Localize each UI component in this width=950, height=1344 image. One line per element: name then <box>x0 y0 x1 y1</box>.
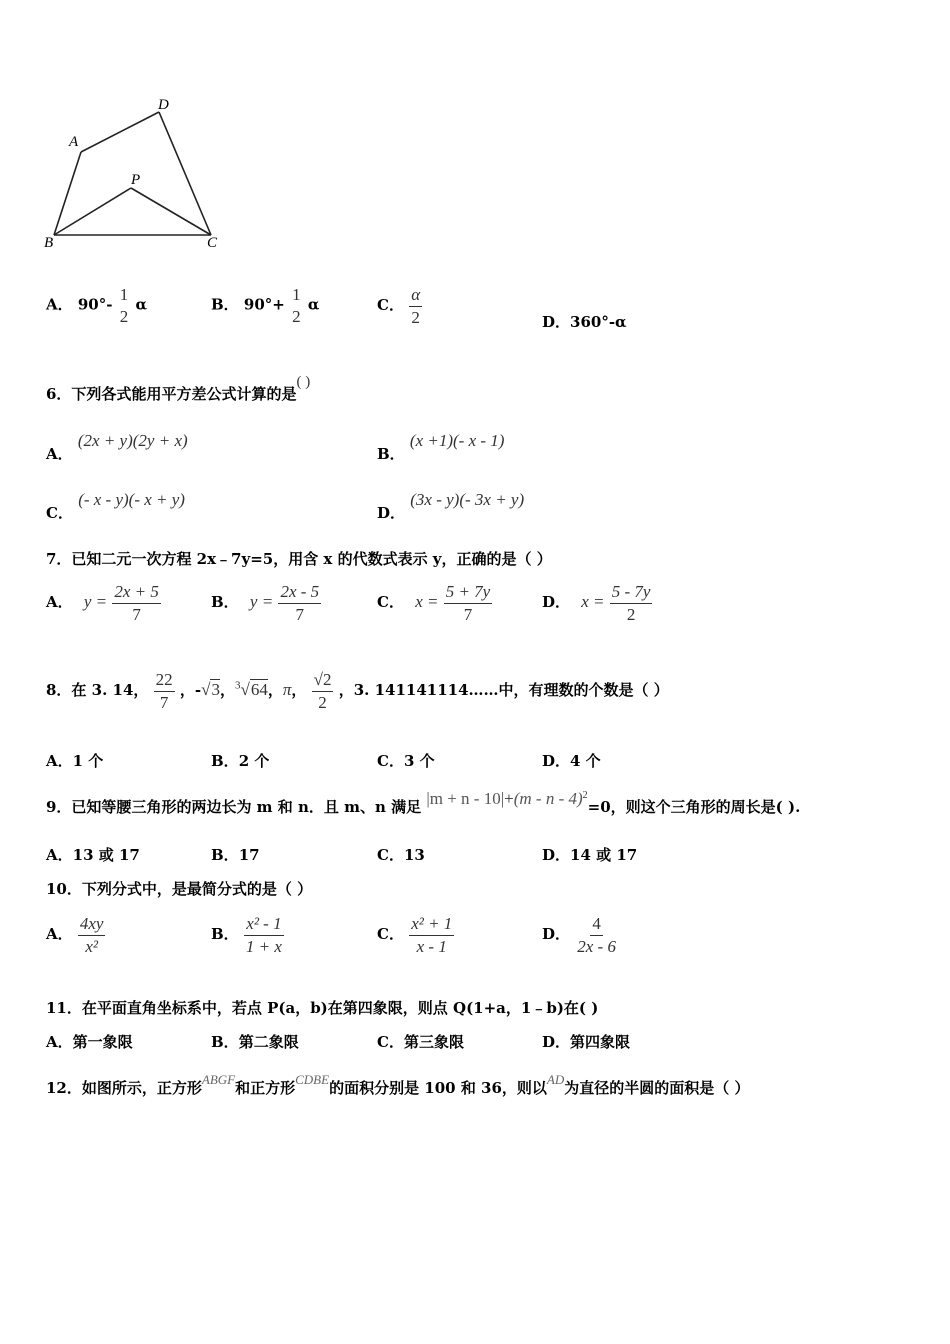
fraction: $\frac{2x - 5}{7}$ <box>280 582 320 624</box>
q8-stem: 8．在 3. 14， $\frac{22}{7}$ ，-√3，$^3$√64，π， $\frac{√2}{2}$ ，3. 141141114……中，有理数的个数是（ ） <box>46 670 669 712</box>
q6-option-a: A． (2x + y)(2y + x) <box>46 431 188 463</box>
q11-option-c: C．第三象限 <box>377 1033 464 1051</box>
fraction: 1 2 <box>119 285 129 326</box>
q10-option-d: D． $\frac{4}{2x - 6}$ <box>542 914 616 956</box>
q7-option-b: B． y = $\frac{2x - 5}{7}$ <box>211 582 320 624</box>
q7-option-d: D． x = $\frac{5 - 7y}{2}$ <box>542 582 651 624</box>
q11-option-d: D．第四象限 <box>542 1033 631 1051</box>
q9-option-c: C．13 <box>377 846 425 864</box>
q11-option-a: A．第一象限 <box>46 1033 133 1051</box>
q9-option-d: D．14 或 17 <box>542 846 638 864</box>
fraction: $\frac{4xy}{\text{x²}}$ <box>79 914 104 956</box>
q9-stem: 9．已知等腰三角形的两边长为 m 和 n．且 m、n 满足 |m + n - 10|+(m - n - 4)$^2$=0，则这个三角形的周长是( ). <box>46 789 801 816</box>
q10-option-c: C． $\frac{\text{x² + 1}}{x - 1}$ <box>377 914 453 956</box>
q8-option-a: A．1 个 <box>46 752 104 770</box>
q7-stem: 7．已知二元一次方程 2x﹣7y=5，用含 x 的代数式表示 y，正确的是（ ） <box>46 550 552 568</box>
q10-option-a: A． $\frac{4xy}{\text{x²}}$ <box>46 914 104 956</box>
q8-option-b: B．2 个 <box>211 752 270 770</box>
label-P: P <box>131 172 141 188</box>
q7-option-a: A． y = $\frac{2x + 5}{7}$ <box>46 582 159 624</box>
edge-PC <box>131 188 211 235</box>
label-B: B <box>44 235 54 251</box>
q12-stem: 12．如图所示，正方形ABGF和正方形CDBE的面积分别是 100 和 36，则以AD为直径的半圆的面积是（ ） <box>46 1072 750 1097</box>
fraction: $\frac{4}{2x - 6}$ <box>577 914 616 956</box>
q5-option-c: C． $\frac{\alpha}{2}$ <box>377 285 421 327</box>
fraction: $\frac{5 + 7y}{7}$ <box>445 582 491 624</box>
q6-stem: 6．下列各式能用平方差公式计算的是( ) <box>46 374 311 403</box>
label-A: A <box>69 134 79 150</box>
fraction: 1 2 <box>292 285 301 326</box>
q9-option-a: A．13 或 17 <box>46 846 140 864</box>
q6-option-c: C． (- x - y)(- x + y) <box>46 490 185 522</box>
quadrilateral-figure <box>38 92 238 262</box>
q5-option-b: B． 90°+ 1 2 α <box>211 285 320 326</box>
fraction: $\frac{5 - 7y}{2}$ <box>611 582 651 624</box>
q10-option-b: B． $\frac{\text{x² - 1}}{1 + x}$ <box>211 914 282 956</box>
edge-BP <box>54 188 131 235</box>
q11-stem: 11．在平面直角坐标系中，若点 P(a，b)在第四象限，则点 Q(1+a，1﹣b)在( ) <box>46 999 599 1017</box>
q5-option-d: D．360°-α <box>542 313 627 331</box>
fraction: $\frac{\text{x² - 1}}{1 + x}$ <box>245 914 282 956</box>
q5-option-a: A． 90°- 1 2 α <box>46 285 147 326</box>
q8-option-c: C．3 个 <box>377 752 435 770</box>
q9-option-b: B．17 <box>211 846 260 864</box>
q8-option-d: D．4 个 <box>542 752 601 770</box>
q6-option-b: B． (x +1)(- x - 1) <box>377 431 505 463</box>
q10-stem: 10．下列分式中，是最简分式的是（ ） <box>46 880 313 898</box>
edge-AD <box>81 112 159 152</box>
label-C: C <box>207 235 218 251</box>
fraction: $\frac{√2}{2}$ <box>313 670 332 712</box>
q11-option-b: B．第二象限 <box>211 1033 299 1051</box>
fraction: $\frac{\text{x² + 1}}{x - 1}$ <box>411 914 453 956</box>
fraction: $\frac{22}{7}$ <box>155 670 173 712</box>
edge-AB <box>54 152 81 235</box>
fraction: $\frac{\alpha}{2}$ <box>411 285 421 327</box>
q6-option-d: D． (3x - y)(- 3x + y) <box>377 490 525 522</box>
fraction: $\frac{2x + 5}{7}$ <box>114 582 159 624</box>
label-D: D <box>158 97 169 113</box>
q7-option-c: C． x = $\frac{5 + 7y}{7}$ <box>377 582 491 624</box>
edge-DC <box>159 112 211 235</box>
